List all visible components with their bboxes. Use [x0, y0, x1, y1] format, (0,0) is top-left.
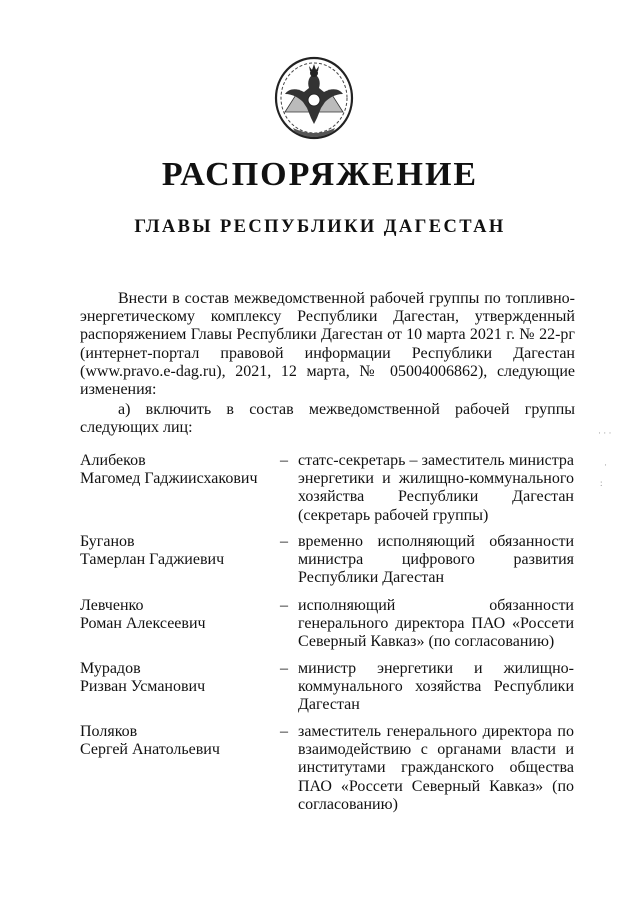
member-surname: Левченко	[80, 597, 144, 614]
document-type-title: РАСПОРЯЖЕНИЕ	[161, 156, 479, 193]
member-name	[80, 533, 280, 569]
scan-artifact: · · ·	[598, 428, 612, 438]
member-given-name: Роман Алексеевич	[80, 615, 206, 633]
member-name	[80, 597, 280, 633]
member-surname: Алибеков	[80, 452, 146, 469]
dash: –	[280, 723, 288, 740]
member-role: заместитель генерального директора по взаимодействию с органами власти и институтами гражданского общества ПАО «Россети Северный Кавказ» (по согласованию)	[298, 723, 574, 813]
subpoint-paragraph: а) включить в состав межведомственной рабочей группы следующих лиц:	[80, 401, 575, 437]
member-name	[80, 723, 280, 759]
member-name	[80, 452, 280, 488]
member-given-name: Магомед Гаджиисхакович	[80, 470, 258, 488]
member-role: временно исполняющий обязанности министра цифрового развития Республики Дагестан	[298, 533, 574, 587]
member-role: статс-секретарь – заместитель министра энергетики и жилищно-коммунального хозяйства Республики Дагестан (секретарь рабочей группы)	[298, 452, 574, 524]
dash: –	[280, 597, 288, 614]
scan-artifact: ·	[604, 460, 607, 470]
dagestan-coat-of-arms-icon	[271, 52, 357, 142]
scan-artifact: :	[600, 478, 603, 488]
document-body	[80, 290, 575, 438]
member-given-name: Тамерлан Гаджиевич	[80, 551, 225, 569]
dash: –	[280, 660, 288, 677]
member-given-name: Ризван Усманович	[80, 678, 206, 696]
member-surname: Мурадов	[80, 660, 141, 677]
member-surname: Поляков	[80, 723, 138, 740]
dash: –	[280, 452, 288, 469]
intro-paragraph: Внести в состав межведомственной рабочей группы по топливно-энергетическому комплексу Республики Дагестан, утвержденный распоряжением Главы Республики Дагестан от 10 марта 2021 г. № 22-рг (интернет-портал правовой информации Республики Дагестан (www.pravo.e-dag.ru), 2021, 12 марта, № 05004006862), следующие изменения:	[80, 290, 575, 399]
member-role: исполняющий обязанности генерального директора ПАО «Россети Северный Кавказ» (по согласованию)	[298, 597, 574, 651]
issuer-title: ГЛАВЫ РЕСПУБЛИКИ ДАГЕСТАН	[134, 217, 506, 237]
member-name	[80, 660, 280, 696]
member-given-name: Сергей Анатольевич	[80, 741, 220, 759]
member-surname: Буганов	[80, 533, 135, 550]
dash: –	[280, 533, 288, 550]
member-role: министр энергетики и жилищно-коммунального хозяйства Республики Дагестан	[298, 660, 574, 714]
